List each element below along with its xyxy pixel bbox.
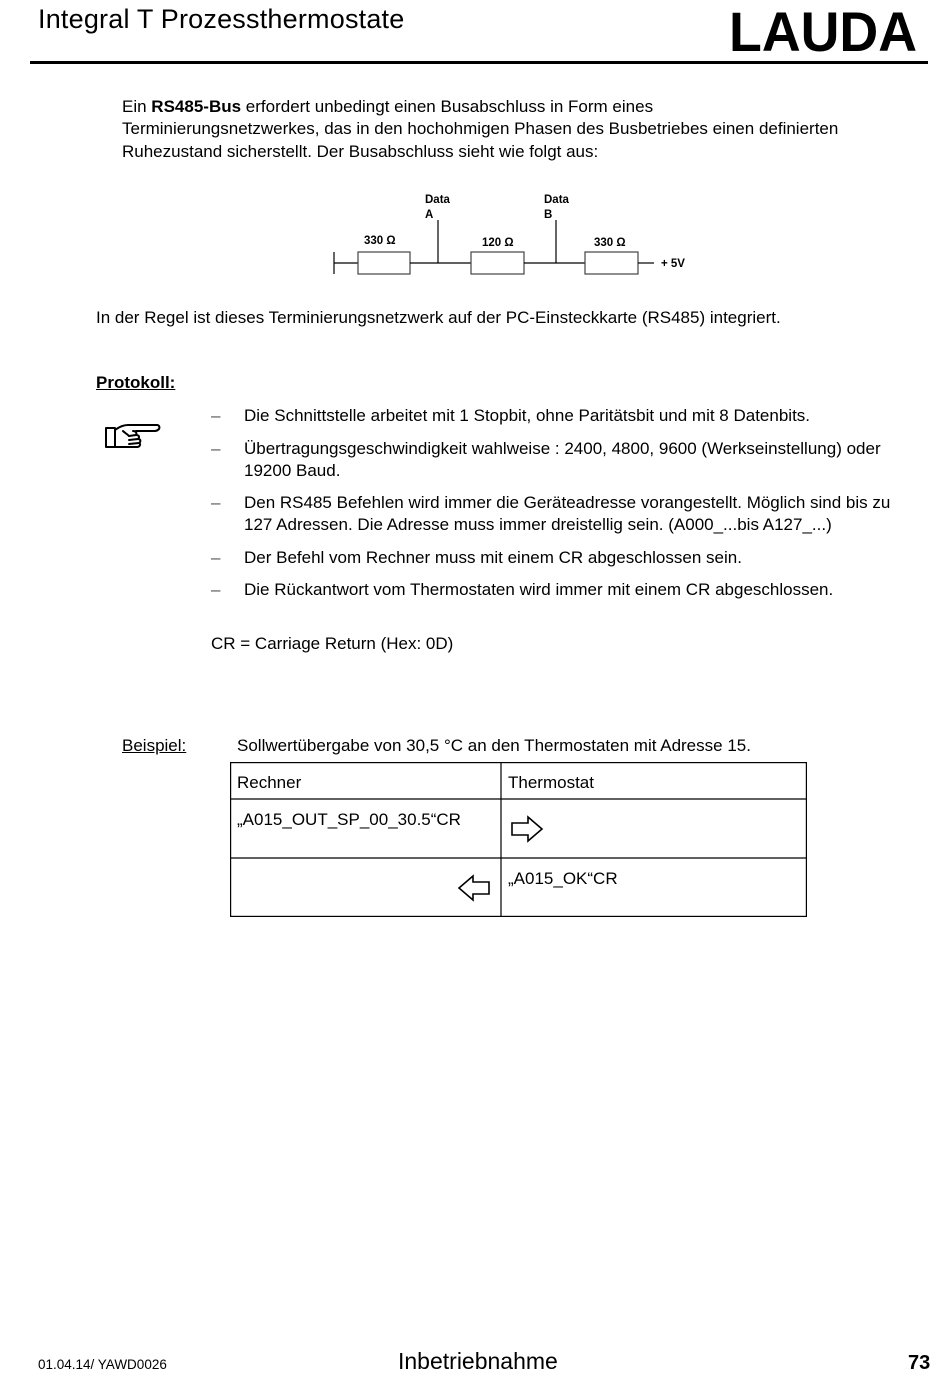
arrow-right-icon	[512, 817, 542, 841]
list-item-text: Den RS485 Befehlen wird immer die Geräteadresse vorangestellt. Möglich sind bis zu 127 Adressen. Die Adresse muss immer dreistellig sein. (A000_...bis A127_...)	[244, 493, 891, 534]
cr-definition: CR = Carriage Return (Hex: 0D)	[211, 634, 454, 653]
pointing-hand-icon	[103, 421, 161, 451]
list-item	[211, 438, 911, 482]
intro-rest: erfordert unbedingt einen Busabschluss in Form eines Terminierungsnetzwerkes, das in den hochohmigen Phasen des Busbetriebes einen definierten Ruhezustand sicherstellt. Der Busabschluss sieht wie folgt aus:	[122, 97, 839, 161]
data-b-label-line1: Data	[544, 194, 569, 206]
supply-label: + 5V	[661, 258, 685, 270]
list-item	[211, 405, 911, 427]
data-a-label-line2: A	[425, 209, 434, 221]
command-cell: „A015_OUT_SP_00_30.5“CR	[237, 810, 461, 829]
bullet-dash: –	[211, 547, 221, 567]
list-item	[211, 492, 911, 536]
table-header-rechner: Rechner	[237, 773, 302, 792]
list-item-text: Die Schnittstelle arbeitet mit 1 Stopbit, ohne Paritätsbit und mit 8 Datenbits.	[244, 406, 811, 425]
intro-bold-term: RS485-Bus	[151, 97, 242, 116]
bullet-dash: –	[211, 406, 221, 425]
lauda-logo	[728, 6, 918, 54]
termination-network-diagram	[320, 186, 700, 286]
resistor-label-330-left: 330 Ω	[364, 235, 396, 247]
integration-note: In der Regel ist dieses Terminierungsnetzwerk auf der PC-Einsteckkarte (RS485) integriert.	[96, 308, 781, 327]
data-b-label-line2: B	[544, 209, 553, 221]
page-number: 73	[908, 1352, 931, 1374]
list-item-text: Der Befehl vom Rechner muss mit einem CR abgeschlossen sein.	[244, 547, 742, 567]
beispiel-description: Sollwertübergabe von 30,5 °C an den Thermostaten mit Adresse 15.	[237, 736, 751, 755]
list-item	[211, 547, 911, 569]
list-item-text: Übertragungsgeschwindigkeit wahlweise : 2400, 4800, 9600 (Werkseinstellung) oder 19200 Baud.	[244, 438, 881, 480]
resistor-label-330-right: 330 Ω	[594, 237, 626, 249]
intro-prefix: Ein	[122, 97, 152, 116]
footer-date-docnumber: 01.04.14/ YAWD0026	[38, 1357, 167, 1372]
bullet-dash: –	[211, 438, 221, 458]
intro-paragraph	[122, 96, 842, 163]
footer-section-title: Inbetriebnahme	[398, 1348, 558, 1374]
beispiel-label: Beispiel:	[122, 736, 187, 755]
resistor-330-right	[585, 252, 638, 274]
list-item	[211, 579, 911, 601]
resistor-330-left	[358, 252, 410, 274]
protokoll-list	[211, 405, 911, 612]
bullet-dash: –	[211, 580, 221, 599]
data-a-label-line1: Data	[425, 194, 450, 206]
resistor-120	[471, 252, 524, 274]
protokoll-heading: Protokoll:	[96, 373, 176, 392]
logo-text: LAUDA	[729, 6, 917, 54]
example-table	[230, 762, 807, 917]
header-rule	[30, 61, 928, 64]
response-cell: „A015_OK“CR	[508, 869, 618, 888]
bullet-dash: –	[211, 493, 221, 512]
document-title: Integral T Prozessthermostate	[38, 4, 405, 34]
table-header-thermostat: Thermostat	[508, 773, 594, 792]
resistor-label-120: 120 Ω	[482, 237, 514, 249]
list-item-text: Die Rückantwort vom Thermostaten wird immer mit einem CR abgeschlossen.	[244, 580, 834, 599]
arrow-left-icon	[459, 876, 489, 900]
